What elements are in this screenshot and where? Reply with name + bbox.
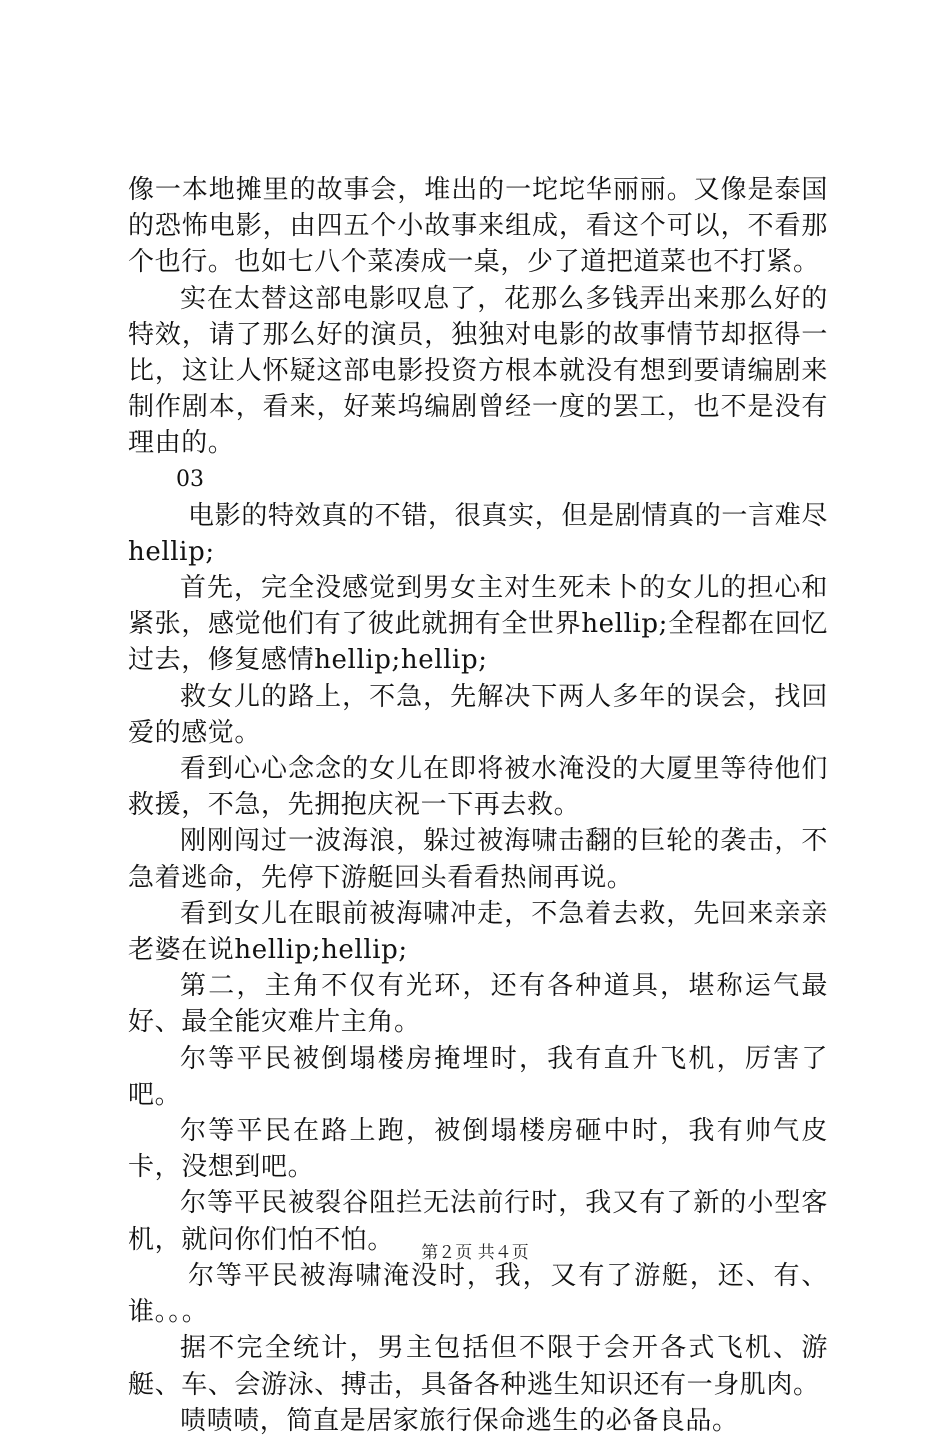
paragraph: 实在太替这部电影叹息了，花那么多钱弄出来那么好的特效，请了那么好的演员，独独对电影的故事情节却抠得一比，这让人怀疑这部电影投资方根本就没有想到要请编剧来制作剧本，看来，好莱坞编剧曾经一度的罢工，也不是没有理由的。 [128,283,828,459]
paragraph: 刚刚闯过一波海浪，躲过被海啸击翻的巨轮的袭击，不急着逃命，先停下游艇回头看看热闹再说。 [128,826,828,893]
paragraph: 看到女儿在眼前被海啸冲走，不急着去救，先回来亲亲老婆在说hellip;hellip; [128,898,828,966]
paragraph: 第二，主角不仅有光环，还有各种道具，堪称运气最好、最全能灾难片主角。 [128,971,828,1038]
paragraph: 电影的特效真的不错，很真实，但是剧情真的一言难尽hellip; [128,500,828,567]
paragraph: 据不完全统计，男主包括但不限于会开各式飞机、游艇、车、会游泳、搏击，具备各种逃生知识还有一身肌肉。 [128,1333,828,1400]
section-number: 03 [176,466,204,492]
paragraph: 像一本地摊里的故事会，堆出的一坨坨华丽丽。又像是泰国的恐怖电影，由四五个小故事来组成，看这个可以，不看那个也行。也如七八个菜凑成一桌，少了道把道菜也不打紧。 [128,175,828,278]
paragraph: 看到心心念念的女儿在即将被水淹没的大厦里等待他们救援，不急，先拥抱庆祝一下再去救。 [128,754,828,821]
paragraph: 尔等平民被倒塌楼房掩埋时，我有直升飞机，厉害了吧。 [128,1043,828,1110]
paragraph: 救女儿的路上，不急，先解决下两人多年的误会，找回爱的感觉。 [128,681,828,748]
page-footer [0,1242,950,1264]
paragraph: 尔等平民被裂谷阻拦无法前行时，我又有了新的小型客机，就问你们怕不怕。 [128,1188,828,1255]
paragraph: 尔等平民被海啸淹没时，我，又有了游艇，还、有、谁。。。 [128,1260,828,1328]
paragraph: 啧啧啧，简直是居家旅行保命逃生的必备良品。 [180,1405,739,1436]
paragraph: 尔等平民在路上跑，被倒塌楼房砸中时，我有帅气皮卡，没想到吧。 [128,1116,828,1183]
paragraph: 首先，完全没感觉到男女主对生死未卜的女儿的担心和紧张，感觉他们有了彼此就拥有全世界hellip;全程都在回忆过去，修复感情hellip;hellip; [128,573,828,676]
page-number-label: 第２页 共４页 [421,1243,529,1263]
